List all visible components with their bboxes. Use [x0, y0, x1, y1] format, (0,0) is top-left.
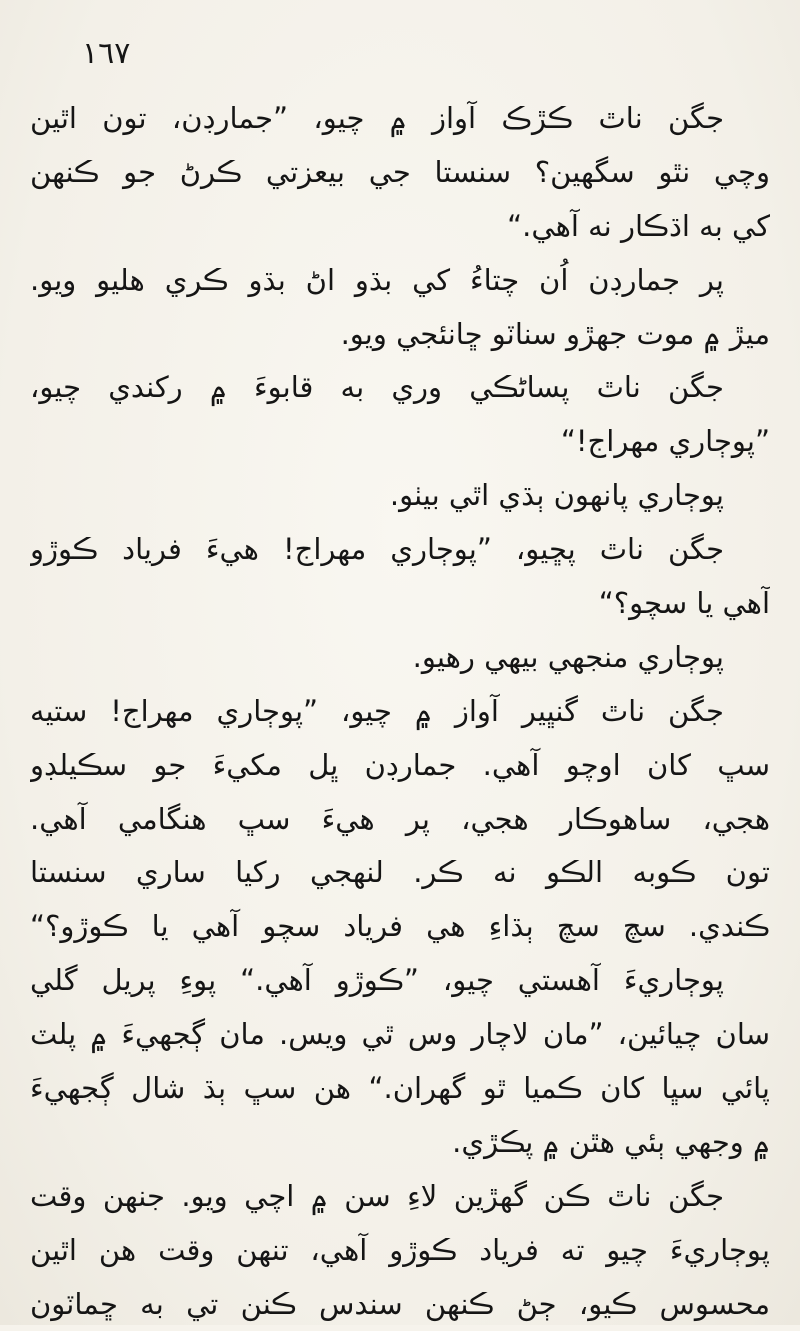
body-text [30, 92, 770, 1331]
text-line: تون ڪوبه الڪو نه ڪر. لنهجي رکيا ساري سنستا [30, 855, 770, 890]
text-line: پوڄاريءَ چيو ته فرياد ڪوڙو آهي، تنهن وقت هن اٿين [30, 1232, 770, 1267]
text-line: ”پوڄاري مهراج!“ [560, 424, 770, 459]
text-line: پوڄاريءَ آهستي چيو، ”ڪوڙو آهي.“ پوءِ پريل گلي [30, 963, 724, 998]
text-line: سان چيائين، ”مان لاچار وس ٿي ويس. مان ڳجهيءَ ۾ پلٽ [30, 1017, 770, 1052]
text-line: جگن ناٿ ڪن گهڙين لاءِ سن ۾ اچي ويو. جنهن وقت [30, 1178, 724, 1213]
text-line: کي به اڌڪار نه آهي.“ [507, 208, 770, 243]
text-line: آهي يا سچو؟“ [598, 586, 770, 621]
text-line: ميڙ ۾ موت جهڙو سناٽو ڇانئجي ويو. [340, 316, 770, 351]
text-line: جگن ناٿ پساڻڪي وري به قابوءَ ۾ رکندي چيو، [30, 370, 724, 405]
page-number: ١٦٧ [82, 36, 131, 71]
text-line: سڀ کان اوچو آهي. جمارڊن ڀل مکيءَ جو سڪيلڊو [30, 747, 770, 782]
text-line: پوڄاري منجهي بيهي رهيو. [412, 639, 724, 674]
text-line: وچي نٿو سگهين؟ سنستا جي بيعزتي ڪرڻ جو ڪنهن [30, 154, 770, 189]
text-line: پر جمارڊن اُن چتاءُ کي بڌو اڻ بڌو ڪري هليو ويو. [30, 262, 724, 297]
text-line: جگن ناٿ ڪڙڪ آواز ۾ چيو، ”جمارڊن، تون اٿين [30, 101, 724, 135]
text-line: جگن ناٿ گنڀير آواز ۾ چيو، ”پوڄاري مهراج! ستيه [30, 693, 724, 728]
text-line: هجي، ساهوڪار هجي، پر هيءَ سڀ هنگامي آهي. [30, 801, 770, 836]
text-line: ۾ وجهي ٻئي هٿن ۾ پڪڙي. [452, 1124, 770, 1159]
text-line: پوڄاري پانهون ٻڌي اٿي بيٺو. [389, 478, 724, 513]
text-line: ڪندي. سچ سچ ٻڌاءِ هي فرياد سچو آهي يا ڪوڙو؟“ [30, 909, 770, 944]
text-line: پائي سڀا کان ڪميا ٿو گهران.“ هن سڀ ٻڌ شال ڳجهيءَ [30, 1071, 770, 1106]
text-line: محسوس ڪيو، ڄڻ ڪنهن سندس ڪنن تي به ڇماٽون [30, 1286, 770, 1321]
text-line: جگن ناٿ پڇيو، ”پوڄاري مهراج! هيءَ فرياد ڪوڙو [30, 532, 724, 567]
